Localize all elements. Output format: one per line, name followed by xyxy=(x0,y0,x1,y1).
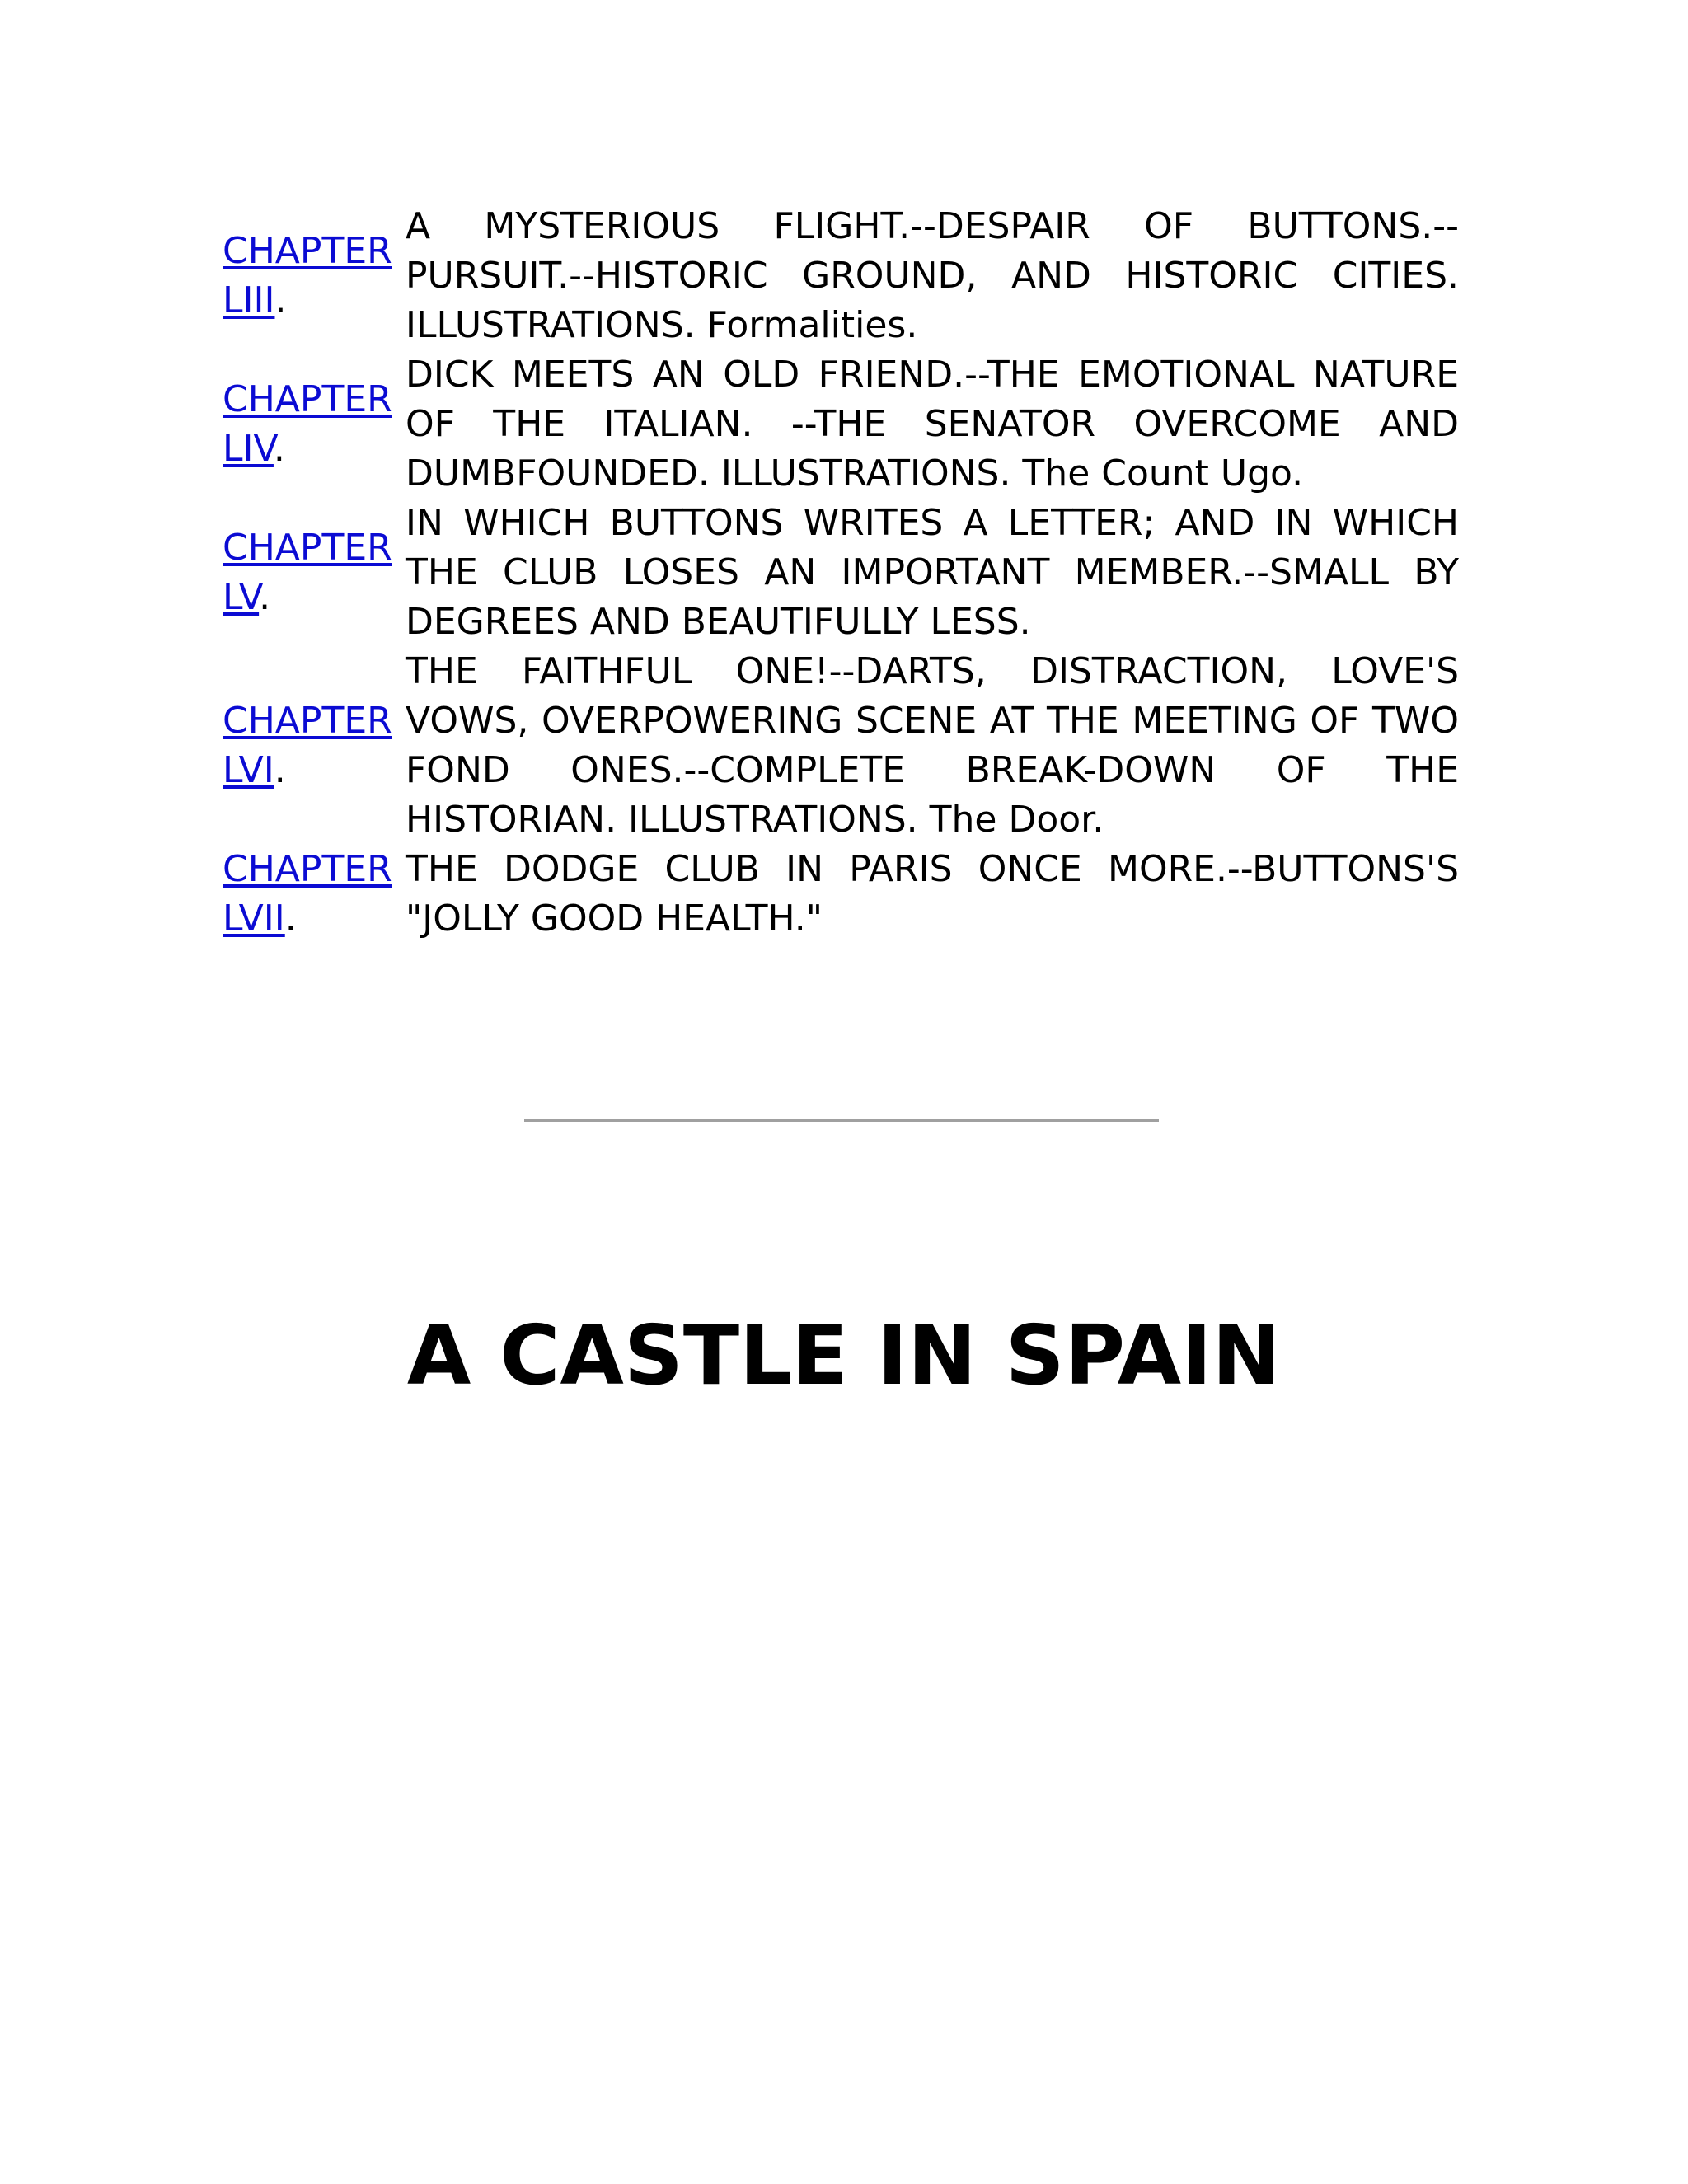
book-title: A CASTLE IN SPAIN xyxy=(406,1307,1282,1404)
chapter-link-cell xyxy=(223,647,406,845)
chapter-link[interactable] xyxy=(223,700,392,791)
chapter-period: . xyxy=(259,576,271,618)
chapter-link[interactable] xyxy=(223,848,392,940)
chapter-description: THE DODGE CLUB IN PARIS ONCE MORE.--BUTTONS'S "JOLLY GOOD HEALTH." xyxy=(406,848,1459,940)
toc-row xyxy=(223,202,1459,350)
horizontal-rule xyxy=(524,1119,1159,1122)
chapter-numeral: LIV xyxy=(223,428,274,470)
chapter-description: IN WHICH BUTTONS WRITES A LETTER; AND IN WHICH THE CLUB LOSES AN IMPORTANT MEMBER.--SMALL BY DEGREES AND BEAUTIFULLY LESS. xyxy=(406,502,1459,643)
chapter-period: . xyxy=(274,279,287,321)
chapter-label: CHAPTER xyxy=(223,230,392,272)
table-of-contents xyxy=(223,202,1459,944)
toc-row xyxy=(223,350,1459,499)
chapter-description: DICK MEETS AN OLD FRIEND.--THE EMOTIONAL NATURE OF THE ITALIAN. --THE SENATOR OVERCOME AND DUMBFOUNDED. ILLUSTRATIONS. The Count Ugo. xyxy=(406,354,1459,494)
chapter-numeral: LV xyxy=(223,576,260,618)
chapter-link[interactable] xyxy=(223,230,392,321)
chapter-link[interactable] xyxy=(223,378,392,470)
chapter-link-cell xyxy=(223,202,406,350)
chapter-numeral: LIII xyxy=(223,279,275,321)
chapter-link-cell xyxy=(223,845,406,944)
toc-row xyxy=(223,845,1459,944)
toc-row xyxy=(223,499,1459,647)
chapter-numeral: LVII xyxy=(223,898,285,940)
chapter-period: . xyxy=(273,428,285,470)
chapter-link-cell xyxy=(223,350,406,499)
chapter-label: CHAPTER xyxy=(223,378,392,420)
chapter-period: . xyxy=(284,898,297,940)
toc-row xyxy=(223,647,1459,845)
chapter-period: . xyxy=(274,749,286,791)
chapter-link[interactable] xyxy=(223,527,392,618)
chapter-label: CHAPTER xyxy=(223,700,392,742)
chapter-description: A MYSTERIOUS FLIGHT.--DESPAIR OF BUTTONS.--PURSUIT.--HISTORIC GROUND, AND HISTORIC CITIES. ILLUSTRATIONS. Formalities. xyxy=(406,205,1459,346)
chapter-link-cell xyxy=(223,499,406,647)
chapter-numeral: LVI xyxy=(223,749,274,791)
chapter-label: CHAPTER xyxy=(223,848,392,890)
chapter-label: CHAPTER xyxy=(223,527,392,569)
chapter-description: THE FAITHFUL ONE!--DARTS, DISTRACTION, LOVE'S VOWS, OVERPOWERING SCENE AT THE MEETING OF TWO FOND ONES.--COMPLETE BREAK-DOWN OF THE HISTORIAN. ILLUSTRATIONS. The Door. xyxy=(406,650,1459,841)
